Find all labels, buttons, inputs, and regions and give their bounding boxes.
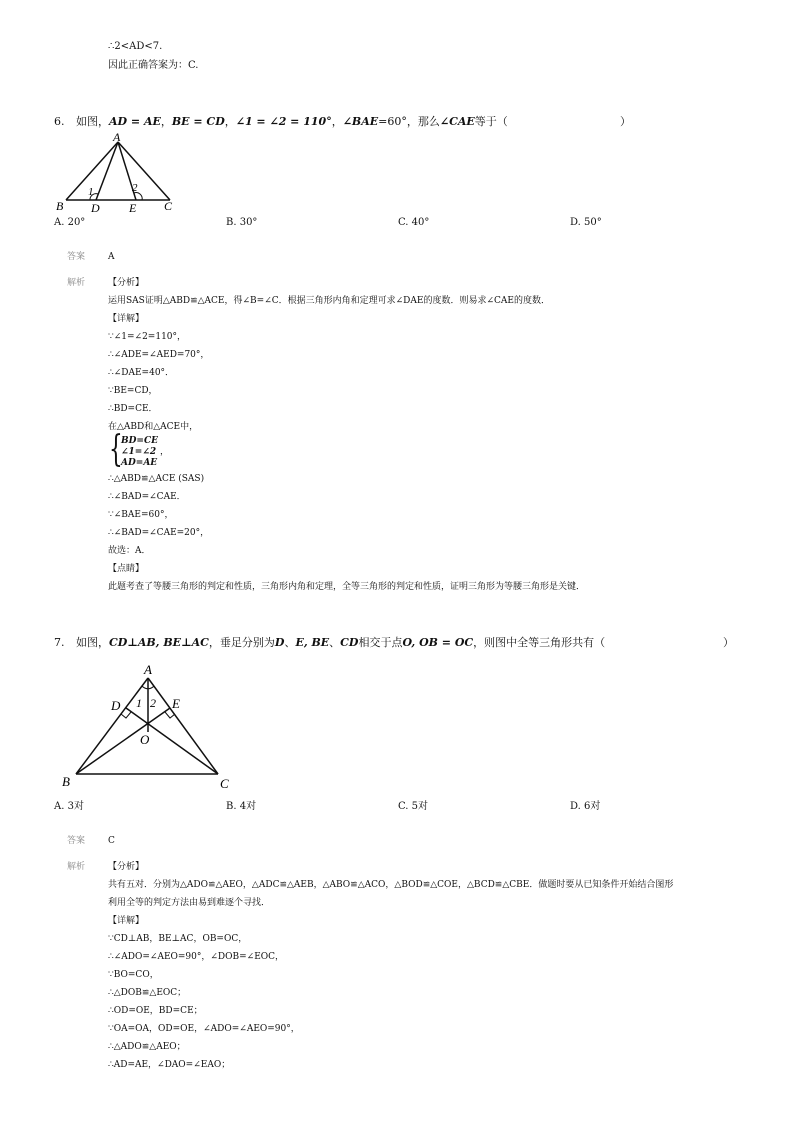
analysis-line: ∵∠BAE=60°， (108, 510, 174, 520)
answer-value: C (108, 836, 115, 846)
analysis-line: 运用SAS证明△ABD≌△ACE，得∠B=∠C．根据三角形内角和定理可求∠DAE的度数．则易求∠CAE的度数． (108, 296, 550, 306)
question-number: 7. (54, 636, 65, 649)
option-d[interactable]: D. 50° (570, 217, 602, 228)
stem-separator: ， (331, 115, 343, 128)
analysis-line: 此题考查了等腰三角形的判定和性质，三角形内角和定理，全等三角形的判定和性质，证明三角形为等腰三角形是关键． (108, 582, 586, 592)
label-d: D (91, 201, 100, 214)
system-row: ∠1=∠2 (121, 447, 157, 457)
q6-triangle-figure (52, 130, 182, 214)
label-angle-1: 1 (136, 696, 142, 710)
analysis-line: 【详解】 (108, 916, 145, 926)
option-c[interactable]: C. 40° (398, 217, 430, 228)
q7-triangle-figure (58, 660, 238, 792)
segment-be (76, 708, 170, 774)
segment-ab (76, 678, 148, 774)
stem-separator: 、 (284, 636, 296, 649)
question-7-stem (54, 637, 605, 648)
answer-paren-close: ） (723, 636, 734, 649)
option-b[interactable]: B. 4对 (226, 801, 257, 812)
label-o: O (140, 732, 150, 747)
option-a[interactable]: A. 20° (54, 217, 86, 228)
stem-text: 相交于点 (358, 636, 403, 649)
label-e: E (129, 201, 137, 214)
analysis-label: 解析 (67, 862, 86, 872)
analysis-line: ∴∠BAD=∠CAE． (108, 492, 186, 502)
stem-separator: 、 (329, 636, 341, 649)
analysis-line: ∴∠DAE=40°． (108, 368, 175, 378)
math-equals-60: =60° (378, 115, 407, 128)
answer-label: 答案 (67, 836, 86, 846)
stem-text: ，则图中全等三角形共有（ (473, 636, 606, 649)
analysis-line: ∴△ADO≌△AEO； (108, 1042, 186, 1052)
label-angle-2: 2 (132, 182, 138, 194)
analysis-line: 在△ABD和△ACE中， (108, 422, 199, 432)
analysis-line: ∵BO=CO， (108, 970, 159, 980)
analysis-line: ∴△ABD≌△ACE (SAS) (108, 474, 205, 484)
analysis-line: 故选：A． (108, 546, 151, 556)
segment-ac (118, 142, 170, 200)
option-d[interactable]: D. 6对 (570, 801, 601, 812)
math-be-cd: BE = CD (171, 115, 225, 128)
option-a[interactable]: A. 3对 (54, 801, 84, 812)
stem-text: 如图， (76, 115, 109, 128)
segment-ad (96, 142, 118, 200)
math-ad-ae: AD = AE (109, 115, 161, 128)
analysis-line: ∴△DOB≌△EOC； (108, 988, 187, 998)
label-b: B (56, 199, 64, 213)
analysis-line: 共有五对．分别为△ADO≌△AEO，△ADC≌△AEB，△ABO≌△ACO，△BOD≌△COE，△BCD≌△CBE．做题时要从已知条件开始结合图形 (108, 880, 674, 890)
analysis-line: ∵CD⊥AB，BE⊥AC，OB=OC， (108, 934, 248, 944)
label-c: C (220, 776, 229, 791)
math-e-be: E, BE (295, 636, 330, 649)
prev-conclusion-line: ∴2<AD<7. (108, 41, 163, 52)
math-cd: CD (340, 636, 359, 649)
option-c[interactable]: C. 5对 (398, 801, 429, 812)
label-d: D (111, 698, 121, 713)
math-angle-cae: ∠CAE (439, 115, 475, 128)
segment-ac (148, 678, 218, 774)
answer-paren-close: ） (620, 115, 631, 128)
stem-text: 如图， (76, 636, 109, 649)
stem-text: ，垂足分别为 (208, 636, 275, 649)
system-row: BD=CE (121, 436, 158, 446)
analysis-line: 【详解】 (108, 314, 145, 324)
label-b: B (62, 774, 70, 789)
math-angle-bae: ∠BAE (342, 115, 379, 128)
stem-text: 等于（ (474, 115, 508, 128)
system-comma: ， (160, 447, 170, 457)
analysis-line: ∴OD=OE，BD=CE； (108, 1006, 203, 1016)
stem-text: ，那么 (406, 115, 440, 128)
analysis-line: ∴∠BAD=∠CAE=20°， (108, 528, 210, 538)
analysis-line: ∴∠ADO=∠AEO=90°，∠DOB=∠EOC， (108, 952, 285, 962)
stem-separator: ， (160, 115, 172, 128)
math-angles: ∠1 = ∠2 = 110° (235, 115, 332, 128)
label-c: C (164, 199, 173, 213)
prev-answer-line: 因此正确答案为：C. (108, 60, 199, 71)
label-a: A (113, 130, 121, 144)
analysis-line: ∵∠1=∠2=110°， (108, 332, 187, 342)
analysis-line: ∵OA=OA，OD=OE，∠ADO=∠AEO=90°， (108, 1024, 300, 1034)
analysis-line: 利用全等的判定方法由易到难逐个寻找． (108, 898, 271, 908)
label-a: A (144, 662, 152, 677)
math-perpendiculars: CD⊥AB, BE⊥AC (109, 636, 209, 649)
answer-label: 答案 (67, 252, 86, 262)
label-angle-1: 1 (88, 186, 94, 198)
stem-separator: ， (224, 115, 236, 128)
analysis-line: 【分析】 (108, 278, 145, 288)
system-row: AD=AE (121, 458, 158, 468)
analysis-line: ∴AD=AE，∠DAO=∠EAO； (108, 1060, 231, 1070)
analysis-line: ∴BD=CE． (108, 404, 158, 414)
answer-value: A (108, 252, 115, 262)
option-b[interactable]: B. 30° (226, 217, 258, 228)
question-6-stem (54, 116, 508, 127)
analysis-line: 【分析】 (108, 862, 145, 872)
label-angle-2: 2 (150, 696, 156, 710)
system-brace: { (109, 429, 123, 470)
label-e: E (172, 696, 180, 711)
analysis-line: ∵BE=CD， (108, 386, 158, 396)
math-o-ob-oc: O, OB = OC (402, 636, 474, 649)
question-number: 6. (54, 115, 65, 128)
analysis-line: ∴∠ADE=∠AED=70°， (108, 350, 210, 360)
math-d: D (274, 636, 285, 649)
analysis-label: 解析 (67, 278, 86, 288)
analysis-line: 【点睛】 (108, 564, 145, 574)
